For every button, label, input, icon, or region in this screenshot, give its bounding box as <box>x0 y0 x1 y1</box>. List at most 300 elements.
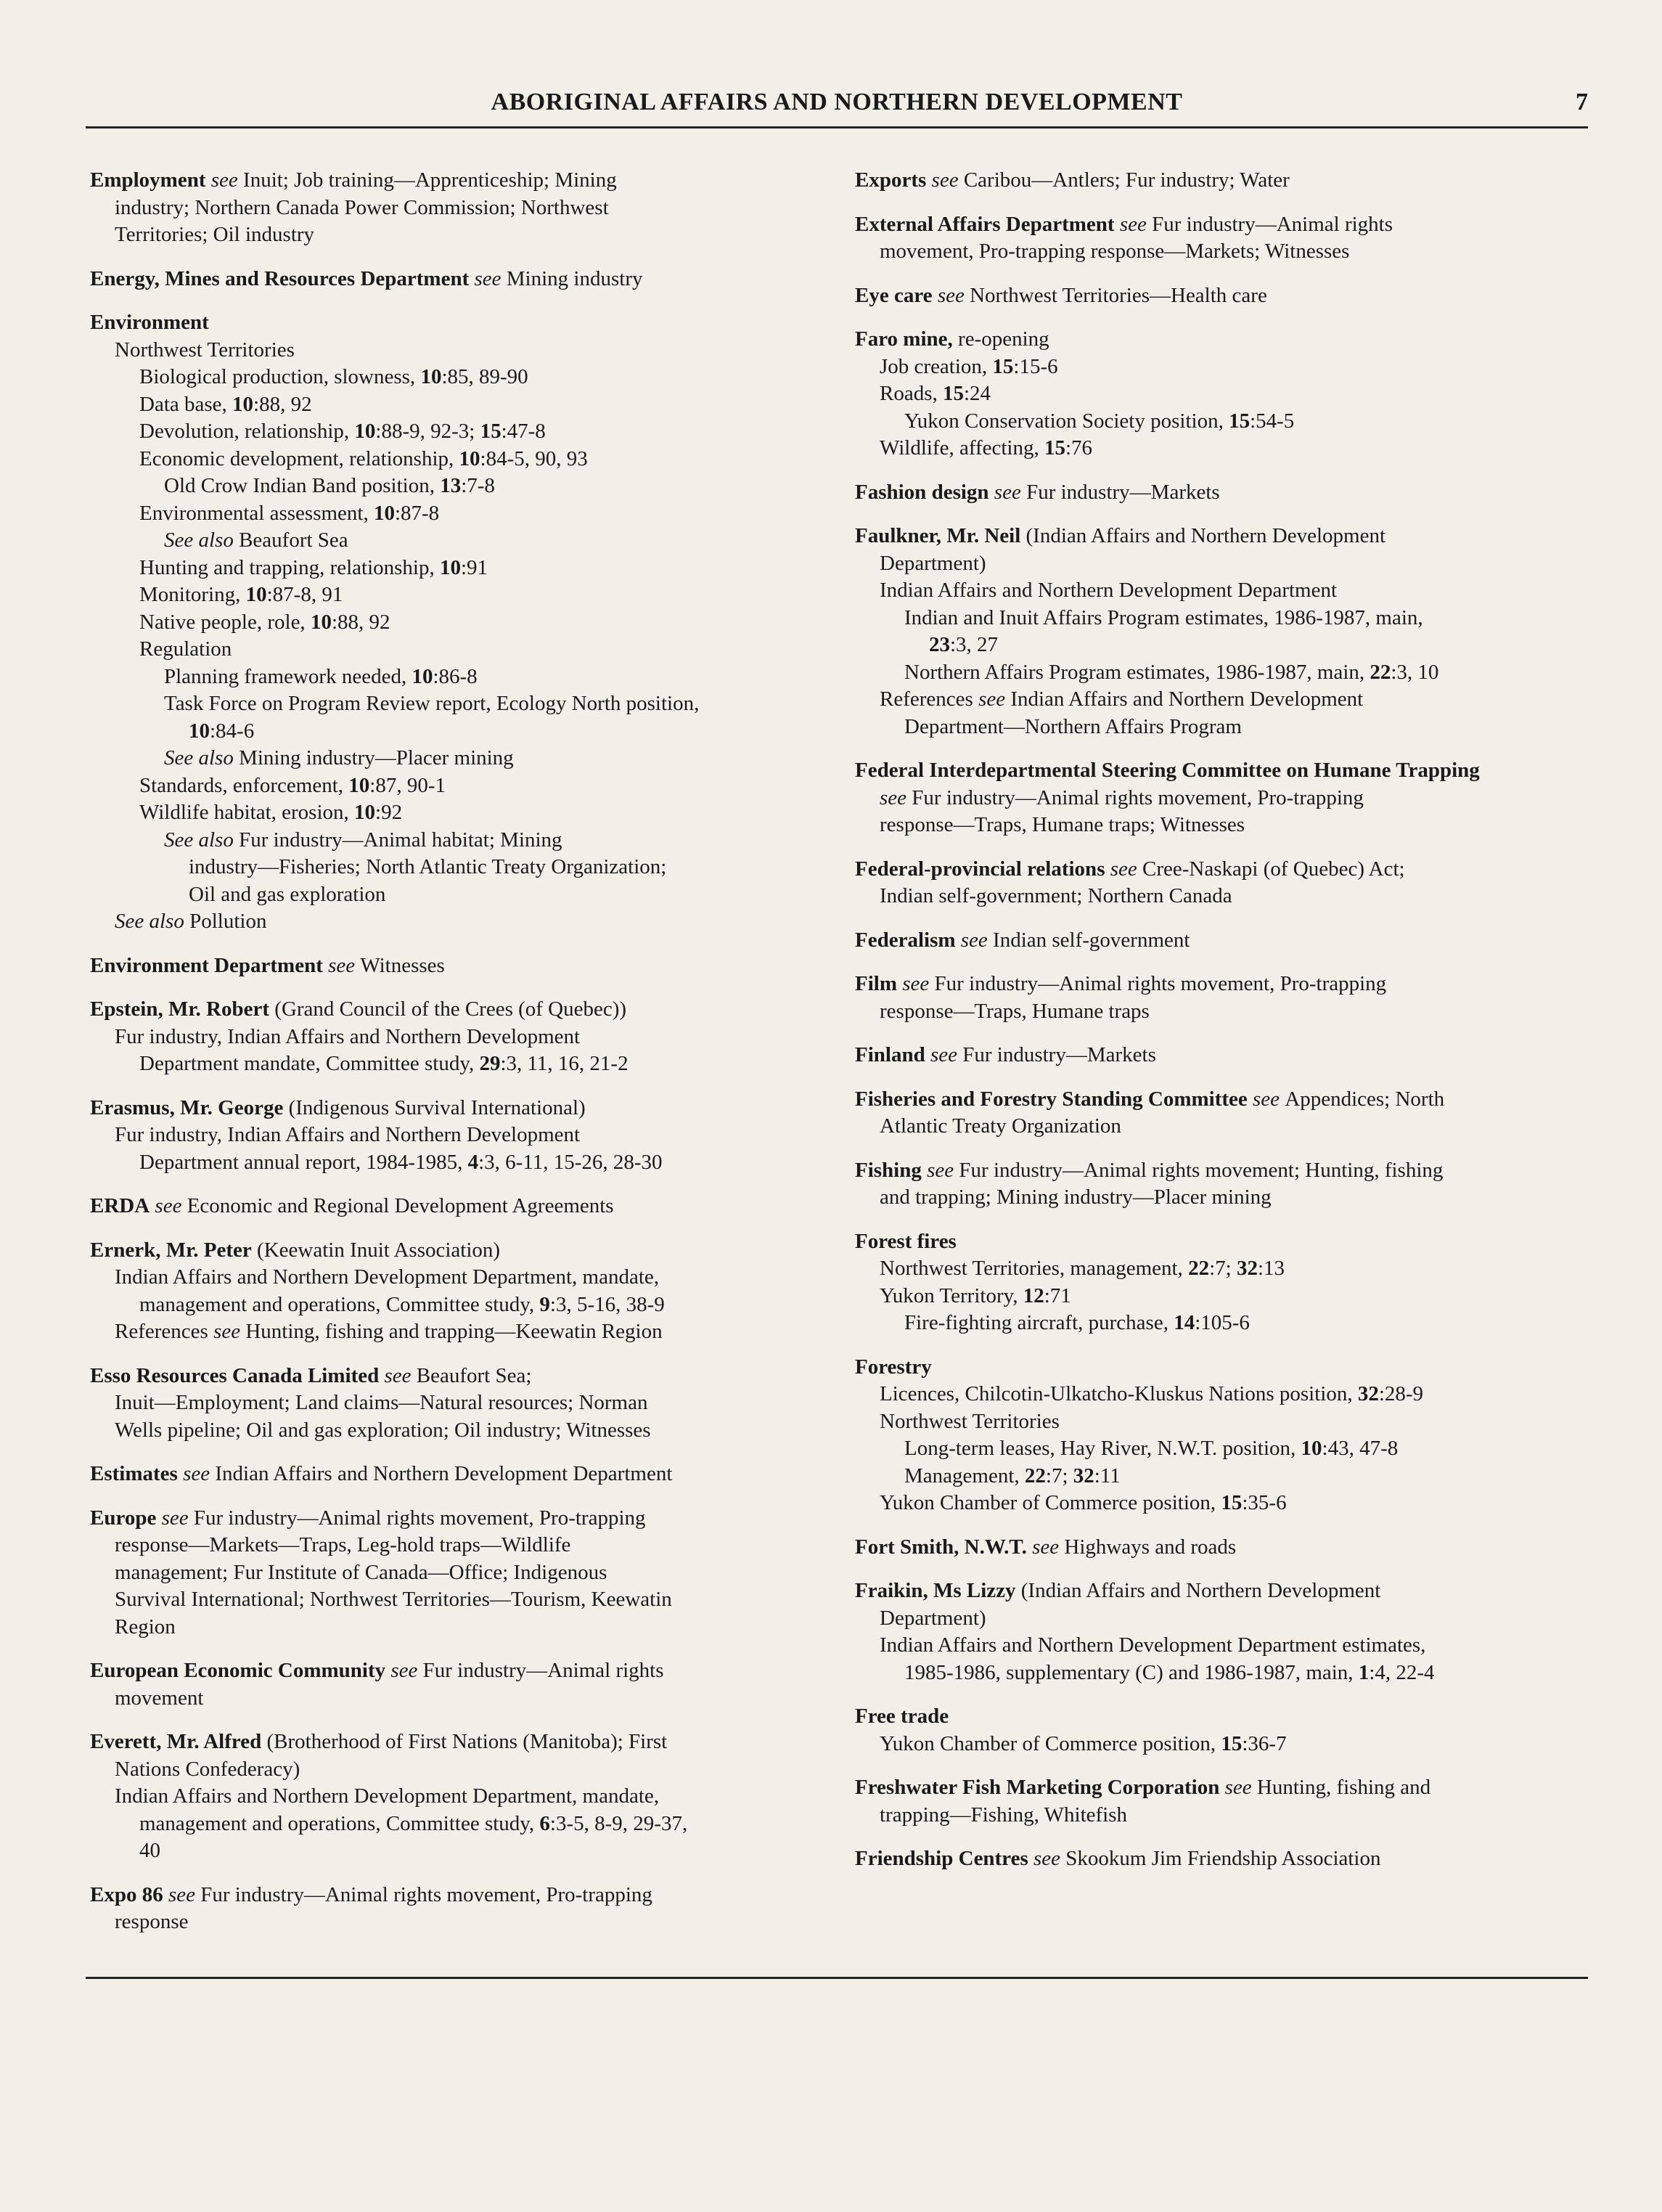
text-run: :35-6 <box>1242 1491 1287 1514</box>
index-heading-line <box>90 1237 838 1265</box>
bold-text: 22 <box>1370 660 1391 684</box>
text-run: Beaufort Sea; <box>416 1363 532 1387</box>
italic-text: see <box>897 972 930 995</box>
index-subentry-line <box>90 664 838 691</box>
index-subentry-line <box>90 799 838 827</box>
index-subentry-line <box>90 1417 838 1445</box>
text-run: Job creation, <box>880 354 993 378</box>
index-entry <box>855 326 1602 462</box>
text-run: :36-7 <box>1242 1731 1287 1755</box>
bold-text: 10 <box>373 501 395 525</box>
index-entry <box>855 1703 1602 1758</box>
italic-text: see <box>156 1506 189 1530</box>
index-subentry-line <box>90 1909 838 1936</box>
text-run: Inuit—Employment; Land claims—Natural resources; Norman <box>115 1391 648 1414</box>
index-subentry-line <box>90 772 838 800</box>
text-run: :28-9 <box>1378 1382 1424 1405</box>
index-subentry-line <box>90 1024 838 1051</box>
index-heading-line <box>855 211 1602 239</box>
index-heading-line <box>855 1086 1602 1114</box>
text-run: Hunting, fishing and <box>1256 1776 1431 1799</box>
text-run: management; Fur Institute of Canada—Office; Indigenous <box>115 1560 607 1584</box>
index-subentry-line <box>855 550 1602 578</box>
bold-text: 12 <box>1023 1283 1044 1307</box>
text-run: Highways and roads <box>1064 1535 1237 1559</box>
italic-text: see <box>1247 1087 1280 1111</box>
text-run: trapping—Fishing, Whitefish <box>880 1803 1128 1827</box>
text-run: Atlantic Treaty Organization <box>880 1114 1121 1138</box>
text-run: Indian Affairs and Northern Development Department, mandate, <box>115 1265 659 1289</box>
bold-text: 32 <box>1073 1464 1094 1487</box>
text-run: 40 <box>139 1839 160 1862</box>
index-subentry-line <box>855 1113 1602 1140</box>
index-entry <box>90 1237 838 1346</box>
index-heading-line <box>855 167 1602 195</box>
text-run: Indian Affairs and Northern Development Department <box>880 579 1338 602</box>
index-entry <box>90 1505 838 1641</box>
index-entry <box>855 971 1602 1025</box>
index-subentry-line <box>90 1264 838 1291</box>
text-run: Fur industry—Animal rights movement, Pro-trapping <box>193 1506 646 1530</box>
index-subentry-line <box>90 718 838 746</box>
text-run: Department) <box>880 551 986 575</box>
text-run: response—Markets—Traps, Leg-hold traps—Wildlife <box>115 1533 571 1556</box>
text-run: Appendices; North <box>1285 1087 1445 1111</box>
text-run: Northwest Territories—Health care <box>970 283 1267 307</box>
bold-text: Exports <box>855 168 927 192</box>
text-run: :47-8 <box>501 420 546 443</box>
index-heading-line <box>855 1157 1602 1185</box>
index-heading-line <box>855 856 1602 883</box>
text-run: Economic and Regional Development Agreements <box>187 1194 614 1217</box>
index-subentry-line <box>90 446 838 473</box>
text-run: Skookum Jim Friendship Association <box>1065 1847 1381 1870</box>
index-heading-line <box>90 1461 838 1488</box>
text-run: :87-8, 91 <box>266 583 343 606</box>
index-entry <box>855 211 1602 266</box>
text-run: Indian self-government; Northern Canada <box>880 884 1232 907</box>
index-subentry-line <box>90 745 838 772</box>
italic-text: see <box>978 687 1006 711</box>
index-entry <box>855 523 1602 740</box>
index-heading-line <box>90 167 838 195</box>
bold-text: 15 <box>943 382 964 405</box>
index-subentry-line <box>855 1660 1602 1687</box>
italic-text: see <box>926 168 959 192</box>
bold-text: 15 <box>1044 436 1065 460</box>
italic-text: see <box>322 953 356 977</box>
index-heading-line <box>855 479 1602 507</box>
index-subentry-line <box>855 1632 1602 1660</box>
text-run: Indian and Inuit Affairs Program estimates, 1986-1987, main, <box>904 605 1423 629</box>
index-subentry-line <box>855 1310 1602 1337</box>
index-subentry-line <box>855 632 1602 659</box>
index-subentry-line <box>855 605 1602 632</box>
bold-text: Federalism <box>855 928 956 952</box>
index-subentry-line <box>90 1811 838 1838</box>
text-run: Witnesses <box>360 953 445 977</box>
index-subentry-line <box>90 881 838 909</box>
index-subentry-line <box>855 812 1602 839</box>
text-run: Indian Affairs and Northern Development Department, mandate, <box>115 1784 659 1808</box>
text-run: 1985-1986, supplementary (C) and 1986-1987, main, <box>904 1660 1359 1684</box>
left-column <box>90 167 838 1953</box>
bold-text: 10 <box>310 610 332 634</box>
italic-text: see <box>213 1320 241 1343</box>
index-subentry-line <box>855 1381 1602 1408</box>
bold-text: External Affairs Department <box>855 212 1115 236</box>
text-run: Fur industry—Animal rights <box>422 1659 664 1682</box>
bold-text: Free trade <box>855 1705 949 1728</box>
index-subentry-line <box>855 1731 1602 1758</box>
index-subentry-line <box>90 473 838 500</box>
text-run: Fur industry—Animal rights movement, Pro-trapping <box>200 1882 652 1906</box>
italic-text: see <box>932 283 965 307</box>
text-run: Data base, <box>139 392 233 416</box>
bold-text: 10 <box>354 420 376 443</box>
text-run: Regulation <box>139 637 232 661</box>
index-entry <box>855 479 1602 507</box>
text-run: Yukon Chamber of Commerce position, <box>880 1731 1221 1755</box>
text-run: :15-6 <box>1013 354 1058 378</box>
index-heading-line <box>855 1845 1602 1873</box>
index-entry <box>90 167 838 249</box>
text-run: :3, 27 <box>950 633 999 656</box>
text-run: Indian Affairs and Northern Development Department estimates, <box>880 1633 1426 1657</box>
text-run: Wells pipeline; Oil and gas exploration; Oil industry; Witnesses <box>115 1418 651 1442</box>
index-heading-line <box>855 757 1602 785</box>
text-run: Yukon Conservation Society position, <box>904 409 1229 433</box>
index-entry <box>855 1774 1602 1829</box>
index-subentry-line <box>90 527 838 555</box>
italic-text: see <box>469 266 502 290</box>
bold-text: Forest fires <box>855 1229 957 1253</box>
bold-text: 4 <box>467 1150 479 1174</box>
text-run: :24 <box>964 382 991 405</box>
bold-text: Everett, Mr. Alfred <box>90 1730 262 1753</box>
bold-text: 15 <box>480 420 502 443</box>
index-entry <box>855 1534 1602 1562</box>
italic-text: see <box>1028 1847 1061 1870</box>
index-subentry-line <box>90 1685 838 1713</box>
index-subentry-line <box>855 1408 1602 1436</box>
index-entry <box>90 1729 838 1865</box>
index-subentry-line <box>90 364 838 391</box>
bold-text: 10 <box>440 555 461 579</box>
bold-text: 15 <box>1221 1731 1243 1755</box>
text-run: Pollution <box>189 910 267 933</box>
bold-text: 10 <box>412 664 433 688</box>
text-run: Yukon Chamber of Commerce position, <box>880 1491 1221 1514</box>
text-run: Licences, Chilcotin-Ulkatcho-Kluskus Nations position, <box>880 1382 1358 1405</box>
bold-text: 22 <box>1024 1464 1046 1487</box>
index-subentry-line <box>855 408 1602 436</box>
text-run: Beaufort Sea <box>239 528 348 552</box>
bold-text: Esso Resources Canada Limited <box>90 1363 380 1387</box>
index-heading-line <box>90 309 838 337</box>
index-subentry-line <box>855 1255 1602 1283</box>
text-run: :87-8 <box>394 501 440 525</box>
bold-text: 23 <box>929 633 950 656</box>
text-run: Department) <box>880 1606 986 1630</box>
index-subentry-line <box>90 1532 838 1559</box>
text-run: :84-6 <box>210 719 255 743</box>
text-run: Wildlife, affecting, <box>880 436 1044 460</box>
index-subentry-line <box>90 1050 838 1078</box>
index-subentry-line <box>90 1122 838 1149</box>
text-run: (Brotherhood of First Nations (Manitoba); First <box>261 1730 668 1753</box>
text-run: Northwest Territories <box>115 338 295 362</box>
bold-text: 10 <box>232 392 254 416</box>
text-run: :71 <box>1044 1283 1071 1307</box>
text-run: Northwest Territories <box>880 1409 1060 1433</box>
text-run: :88, 92 <box>253 392 312 416</box>
index-entry <box>90 266 838 293</box>
italic-text: see <box>385 1659 418 1682</box>
text-run: Planning framework needed, <box>164 664 412 688</box>
italic-text: see <box>925 1043 957 1066</box>
text-run: Fur industry—Animal rights movement, Pro-trapping <box>934 972 1387 995</box>
text-run: Wildlife habitat, erosion, <box>139 801 355 824</box>
bold-text: 10 <box>1301 1437 1322 1460</box>
bold-text: Film <box>855 972 897 995</box>
text-run: :105-6 <box>1195 1311 1250 1334</box>
page-number: 7 <box>1576 89 1588 115</box>
text-run: Old Crow Indian Band position, <box>164 474 441 497</box>
text-run: :4, 22-4 <box>1369 1660 1435 1684</box>
bold-text: 10 <box>189 719 210 743</box>
text-run: Economic development, relationship, <box>139 446 459 470</box>
text-run: (Keewatin Inuit Association) <box>251 1238 501 1262</box>
bold-text: Fisheries and Forestry Standing Committee <box>855 1087 1248 1111</box>
index-subentry-line <box>855 354 1602 381</box>
bold-text: 10 <box>459 446 480 470</box>
index-subentry-line <box>90 690 838 718</box>
text-run: Hunting and trapping, relationship, <box>139 555 440 579</box>
index-entry <box>855 282 1602 310</box>
bold-text: 15 <box>1221 1491 1243 1514</box>
index-entry <box>855 856 1602 910</box>
italic-text: See also <box>164 528 240 552</box>
text-run: Department annual report, 1984-1985, <box>139 1150 468 1174</box>
text-run: :86-8 <box>433 664 478 688</box>
text-run: Northwest Territories, management, <box>880 1257 1189 1280</box>
text-run: :7; <box>1045 1464 1073 1487</box>
bold-text: 10 <box>420 365 442 388</box>
text-run: Task Force on Program Review report, Ecology North position, <box>164 692 700 715</box>
text-run: Cree-Naskapi (of Quebec) Act; <box>1142 857 1405 881</box>
text-run: (Indian Affairs and Northern Development <box>1015 1579 1381 1602</box>
bold-text: Eye care <box>855 283 933 307</box>
text-run: :91 <box>461 555 488 579</box>
index-subentry-line <box>855 998 1602 1026</box>
bold-text: 29 <box>479 1052 501 1075</box>
bold-text: European Economic Community <box>90 1659 386 1682</box>
text-run: :85, 89-90 <box>441 365 528 388</box>
index-subentry-line <box>90 337 838 364</box>
bottom-rule <box>86 1977 1588 1979</box>
index-heading-line <box>90 1193 838 1220</box>
text-run: Caribou—Antlers; Fur industry; Water <box>963 168 1290 192</box>
index-entry <box>855 1228 1602 1337</box>
italic-text: See also <box>164 746 240 770</box>
text-run: Roads, <box>880 382 943 405</box>
text-run: :88, 92 <box>331 610 390 634</box>
italic-text: see <box>880 785 912 809</box>
text-run: response <box>115 1910 189 1933</box>
text-run: and trapping; Mining industry—Placer mining <box>880 1185 1272 1209</box>
index-subentry-line <box>90 581 838 609</box>
index-heading-line <box>90 952 838 980</box>
bold-text: Faulkner, Mr. Neil <box>855 524 1021 547</box>
bold-text: 10 <box>354 801 376 824</box>
index-subentry-line <box>855 238 1602 266</box>
text-run: Mining industry—Placer mining <box>239 746 514 770</box>
text-run: :76 <box>1065 436 1093 460</box>
text-run: management and operations, Committee study, <box>139 1811 540 1835</box>
index-heading-line <box>855 1774 1602 1802</box>
index-subentry-line <box>90 500 838 528</box>
index-entry <box>90 952 838 980</box>
text-run: Fur industry—Animal habitat; Mining <box>239 828 562 852</box>
index-entry <box>855 1845 1602 1873</box>
text-run: Fur industry—Animal rights movement, Pro-trapping <box>912 785 1364 809</box>
bold-text: Friendship Centres <box>855 1847 1028 1870</box>
index-heading-line <box>855 1534 1602 1562</box>
index-subentry-line <box>855 1184 1602 1212</box>
index-heading-line <box>855 326 1602 354</box>
text-run: Environmental assessment, <box>139 501 374 525</box>
text-run: (Grand Council of the Crees (of Quebec)) <box>269 997 627 1021</box>
index-entry <box>855 1086 1602 1140</box>
index-subentry-line <box>90 195 838 222</box>
bold-text: Federal Interdepartmental Steering Committee on Humane Trapping <box>855 759 1480 782</box>
bold-text: Fashion design <box>855 480 989 504</box>
text-run: Fur industry, Indian Affairs and Northern Development <box>115 1024 581 1048</box>
text-run: :3, 10 <box>1391 660 1439 684</box>
text-run: References <box>115 1320 214 1343</box>
text-run: Biological production, slowness, <box>139 365 421 388</box>
text-run: Fur industry—Animal rights <box>1152 212 1393 236</box>
bold-text: Forestry <box>855 1355 932 1379</box>
index-subentry-line <box>90 418 838 446</box>
text-run: Fur industry—Animal rights movement; Hunting, fishing <box>959 1158 1444 1182</box>
text-run: :7; <box>1209 1257 1237 1280</box>
text-run: response—Traps, Humane traps <box>880 999 1150 1023</box>
text-run: Fur industry, Indian Affairs and Northern Development <box>115 1123 581 1146</box>
text-run: Native people, role, <box>139 610 311 634</box>
text-run: References <box>880 687 979 711</box>
bold-text: 6 <box>539 1811 550 1835</box>
text-run: :7-8 <box>461 474 495 497</box>
index-subentry-line <box>90 1318 838 1346</box>
text-run: Mining industry <box>506 266 643 290</box>
text-run: Region <box>115 1615 176 1638</box>
italic-text: see <box>921 1158 954 1182</box>
index-subentry-line <box>90 1559 838 1587</box>
text-run: management and operations, Committee study, <box>139 1292 540 1316</box>
index-heading-line <box>855 1354 1602 1382</box>
text-run: :87, 90-1 <box>369 773 446 797</box>
index-subentry-line <box>855 1463 1602 1490</box>
text-run: :84-5, 90, 93 <box>480 446 588 470</box>
italic-text: see <box>955 928 988 952</box>
index-subentry-line <box>855 883 1602 910</box>
bold-text: Europe <box>90 1506 157 1530</box>
index-heading-line <box>855 282 1602 310</box>
text-run: movement, Pro-trapping response—Markets; Witnesses <box>880 240 1350 263</box>
index-subentry-line <box>90 1837 838 1865</box>
index-entry <box>90 996 838 1078</box>
bold-text: 14 <box>1174 1311 1195 1334</box>
italic-text: See also <box>164 828 240 852</box>
italic-text: see <box>150 1194 182 1217</box>
index-subentry-line <box>90 1149 838 1177</box>
bold-text: Fort Smith, N.W.T. <box>855 1535 1027 1559</box>
italic-text: See also <box>115 910 190 933</box>
text-run: Yukon Territory, <box>880 1283 1023 1307</box>
text-run: Survival International; Northwest Territories—Tourism, Keewatin <box>115 1588 672 1611</box>
text-run: Indian Affairs and Northern Development Department <box>215 1462 673 1485</box>
index-entry <box>855 757 1602 839</box>
italic-text: see <box>163 1882 196 1906</box>
index-subentry-line <box>90 636 838 664</box>
bold-text: Environment Department <box>90 953 323 977</box>
index-heading-line <box>855 523 1602 550</box>
text-run: Northern Affairs Program estimates, 1986-1987, main, <box>904 660 1370 684</box>
index-entry <box>90 1193 838 1220</box>
index-subentry-line <box>855 577 1602 605</box>
text-run: :88-9, 92-3; <box>375 420 480 443</box>
index-subentry-line <box>90 1756 838 1784</box>
index-entry <box>90 309 838 936</box>
index-subentry-line <box>90 1586 838 1614</box>
text-run: Department mandate, Committee study, <box>139 1052 480 1075</box>
index-entry <box>855 1042 1602 1069</box>
index-heading-line <box>855 1228 1602 1256</box>
bold-text: 32 <box>1357 1382 1379 1405</box>
index-entry <box>90 1363 838 1445</box>
text-run: Management, <box>904 1464 1025 1487</box>
index-subentry-line <box>90 854 838 881</box>
bold-text: Federal-provincial relations <box>855 857 1105 881</box>
bold-text: ERDA <box>90 1194 150 1217</box>
text-run: Nations Confederacy) <box>115 1757 300 1781</box>
bold-text: 32 <box>1236 1257 1258 1280</box>
bold-text: 15 <box>1229 409 1250 433</box>
bold-text: 10 <box>348 773 370 797</box>
index-subentry-line <box>90 609 838 637</box>
index-heading-line <box>855 1703 1602 1731</box>
bold-text: Expo 86 <box>90 1882 163 1906</box>
text-run: Inuit; Job training—Apprenticeship; Mining <box>243 168 617 192</box>
index-subentry-line <box>90 827 838 854</box>
text-run: Devolution, relationship, <box>139 420 355 443</box>
bold-text: Epstein, Mr. Robert <box>90 997 270 1021</box>
text-run: Monitoring, <box>139 583 246 606</box>
index-subentry-line <box>855 1605 1602 1633</box>
italic-text: see <box>1114 212 1147 236</box>
index-subentry-line <box>855 1283 1602 1310</box>
italic-text: see <box>1105 857 1137 881</box>
right-column <box>855 167 1602 1890</box>
italic-text: see <box>1026 1535 1060 1559</box>
index-subentry-line <box>90 908 838 936</box>
index-heading-line <box>90 1882 838 1909</box>
index-heading-line <box>855 1578 1602 1605</box>
index-heading-line <box>90 1657 838 1685</box>
italic-text: see <box>205 168 238 192</box>
